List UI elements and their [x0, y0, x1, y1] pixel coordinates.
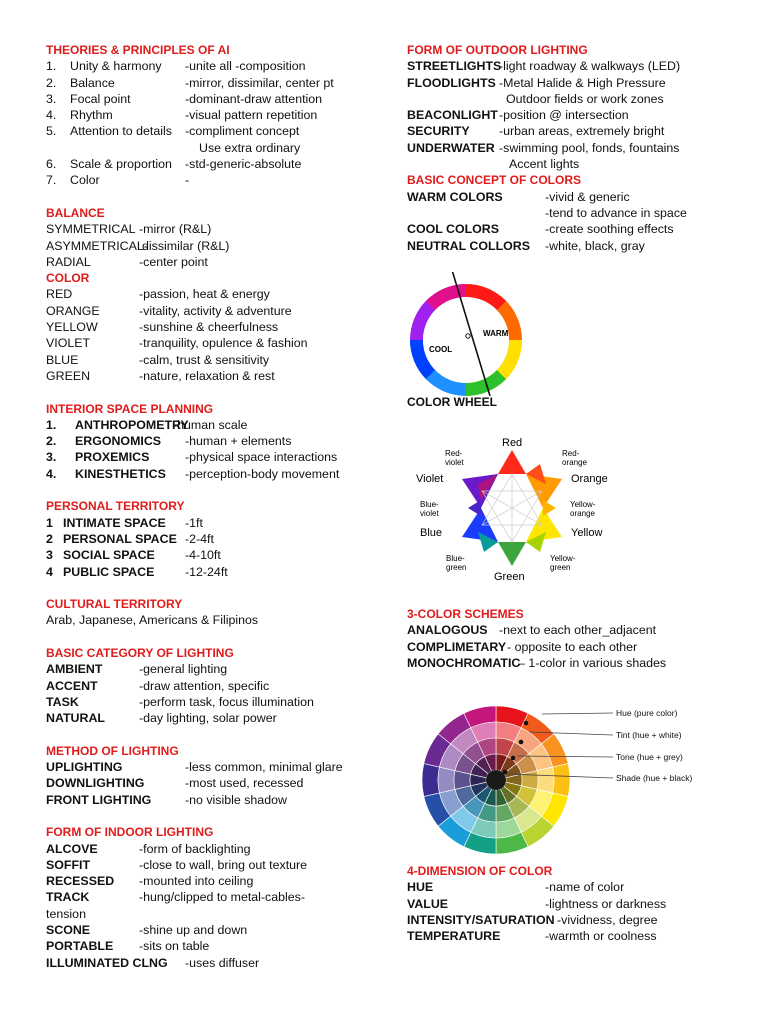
wheel-segment — [438, 767, 455, 793]
red-orange-label-2: orange — [562, 458, 587, 467]
list-item: RADIAL -center point — [46, 254, 208, 269]
wheel-pointer-dot — [503, 770, 508, 775]
list-item: UNDERWATER -swimming pool, fonds, fountains — [407, 140, 680, 155]
wheel-segment — [537, 767, 554, 793]
lighting-category-section — [46, 645, 376, 726]
blue-label: Blue — [420, 527, 443, 539]
section-title: FORM OF INDOOR LIGHTING — [46, 825, 214, 840]
list-item: DOWNLIGHTING -most used, recessed — [46, 776, 304, 791]
section-title: METHOD OF LIGHTING — [46, 743, 179, 758]
list-item: COMPLIMETARY - opposite to each other — [407, 639, 638, 654]
wheel-pointer-dot — [511, 756, 516, 761]
list-item: 4 PUBLIC SPACE -12-24ft — [46, 564, 228, 579]
list-item: 1 INTIMATE SPACE -1ft — [46, 515, 203, 530]
wheel-pointer-dot — [524, 721, 529, 726]
list-item: INTENSITY/SATURATION -vividness, degree — [407, 912, 658, 927]
section-title: BASIC CATEGORY OF LIGHTING — [46, 645, 234, 660]
color-wheel-caption: COLOR WHEEL — [407, 395, 497, 409]
yellow-green-label-2: green — [550, 563, 571, 572]
list-item: RECESSED -mounted into ceiling — [46, 874, 254, 889]
color-dimension-section — [407, 863, 747, 944]
red-label: Red — [502, 437, 523, 449]
tone-label: Tone (hue + grey) — [616, 752, 683, 762]
method-lighting-section — [46, 743, 376, 808]
list-item: MONOCHROMATIC – 1-color in various shades — [407, 655, 667, 670]
list-item: SECURITY -urban areas, extremely bright — [407, 124, 665, 139]
interior-section — [46, 401, 376, 482]
list-item: ACCENT -draw attention, specific — [46, 678, 270, 693]
yellow-label: Yellow — [571, 527, 603, 539]
section-title: THEORIES & PRINCIPLES OF AI — [46, 43, 230, 57]
list-item: 2. ERGONOMICS -human + elements — [46, 434, 292, 449]
section-title: FORM OF OUTDOOR LIGHTING — [407, 43, 588, 57]
hue-label: Hue (pure color) — [616, 708, 678, 718]
yellow-orange-label-2: orange — [570, 509, 595, 518]
basic-colors-section — [407, 172, 747, 253]
green-label: Green — [494, 571, 525, 583]
yellow-orange-label-1: Yellow- — [570, 500, 596, 509]
list-item: ORANGE -vitality, activity & adventure — [46, 303, 292, 318]
list-item: 1. Unity & harmony -unite all -composition — [46, 59, 306, 74]
section-title: BALANCE — [46, 205, 105, 220]
yellow-green-label-1: Yellow- — [550, 554, 576, 563]
list-item: COOL COLORS -create soothing effects — [407, 222, 674, 237]
list-item: VIOLET -tranquility, opulence & fashion — [46, 336, 308, 351]
list-item: TEMPERATURE -warmth or coolness — [407, 929, 657, 944]
cool-label: COOL — [429, 345, 453, 354]
list-item: Outdoor fields or work zones — [506, 91, 664, 106]
section-title: BASIC CONCEPT OF COLORS — [407, 173, 582, 188]
balance-section — [46, 205, 376, 270]
list-item: TRACK -hung/clipped to metal-cables- — [46, 890, 305, 905]
list-item: SOFFIT -close to wall, bring out texture — [46, 857, 308, 872]
color-section — [46, 270, 376, 384]
list-item: NEUTRAL COLLORS -white, black, gray — [407, 238, 645, 253]
indoor-lighting-section — [46, 824, 376, 971]
list-item: 5. Attention to details -compliment concept — [46, 124, 300, 139]
list-item: PORTABLE -sits on table — [46, 939, 210, 954]
list-item: Use extra ordinary — [199, 140, 301, 155]
list-item: SYMMETRICAL -mirror (R&L) — [46, 222, 212, 237]
list-item: 3 SOCIAL SPACE -4-10ft — [46, 548, 221, 563]
list-item: ASYMMETRICAL- dissimilar (R&L) — [46, 238, 230, 253]
section-title: COLOR — [46, 271, 90, 286]
list-item: FLOODLIGHTS -Metal Halide & High Pressure — [407, 75, 666, 90]
list-item: tension — [46, 906, 86, 921]
shade-label: Shade (hue + black) — [616, 773, 693, 783]
list-item: STREETLIGHTS -light roadway & walkways (LED) — [407, 59, 681, 74]
list-item: ILLUMINATED CLNG -uses diffuser — [46, 955, 260, 970]
warm-label: WARM — [483, 329, 509, 338]
list-item: BLUE -calm, trust & sensitivity — [46, 352, 270, 367]
cultural-territory-section — [46, 596, 376, 629]
list-item: SCONE -shine up and down — [46, 923, 248, 938]
list-item: ALCOVE -form of backlighting — [46, 841, 251, 856]
wheel-pointer-dot — [519, 740, 524, 745]
outdoor-lighting-section — [407, 42, 747, 172]
list-item: NATURAL -day lighting, solar power — [46, 711, 277, 726]
left-column — [46, 42, 376, 971]
list-item: 7. Color - — [46, 173, 190, 188]
color-schemes-section — [407, 606, 747, 671]
list-item: Accent lights — [509, 157, 580, 172]
list-item: 4. KINESTHETICS -perception-body movement — [46, 466, 340, 481]
cultural-text: Arab, Japanese, Americans & Filipinos — [46, 613, 259, 628]
tint-label: Tint (hue + white) — [616, 730, 682, 740]
list-item: UPLIGHTING -less common, minimal glare — [46, 760, 343, 775]
list-item: GREEN -nature, relaxation & rest — [46, 368, 275, 383]
red-violet-label-2: violet — [445, 458, 464, 467]
section-title: CULTURAL TERRITORY — [46, 597, 183, 612]
list-item: VALUE -lightness or darkness — [407, 896, 667, 911]
section-title: 3-COLOR SCHEMES — [407, 607, 524, 621]
warm-cool-color-wheel — [407, 272, 527, 402]
list-item: HUE -name of color — [407, 880, 625, 895]
list-item: 3. Focal point -dominant-draw attention — [46, 91, 323, 106]
right-column — [407, 42, 747, 944]
list-item: WARM COLORS -vivid & generic — [407, 189, 630, 204]
star-color-wheel — [410, 426, 620, 591]
blue-green-label-2: green — [446, 563, 467, 572]
theories-section — [46, 42, 376, 189]
list-item: BEACONLIGHT -position @ intersection — [407, 108, 629, 123]
list-item: -tend to advance in space — [545, 205, 687, 220]
list-item: 6. Scale & proportion -std-generic-absolute — [46, 157, 302, 172]
hue-tint-tone-shade-wheel — [409, 692, 709, 867]
list-item: 2 PERSONAL SPACE -2-4ft — [46, 531, 214, 546]
list-item: AMBIENT -general lighting — [46, 662, 228, 677]
list-item: YELLOW -sunshine & cheerfulness — [46, 320, 279, 335]
personal-territory-section — [46, 498, 376, 579]
section-title: INTERIOR SPACE PLANNING — [46, 401, 214, 416]
list-item: TASK -perform task, focus illumination — [46, 694, 314, 709]
blue-violet-label-1: Blue- — [420, 500, 439, 509]
wheel-segment — [553, 764, 570, 797]
list-item: ANALOGOUS -next to each other_adjacent — [407, 623, 657, 638]
red-violet-label-1: Red- — [445, 449, 463, 458]
section-title: 4-DIMENSION OF COLOR — [407, 864, 553, 878]
blue-violet-label-2: violet — [420, 509, 439, 518]
list-item: 3. PROXEMICS -physical space interactions — [46, 450, 338, 465]
list-item: FRONT LIGHTING -no visible shadow — [46, 792, 287, 807]
list-item: RED -passion, heat & energy — [46, 287, 270, 302]
list-item: 2. Balance -mirror, dissimilar, center pt — [46, 75, 334, 90]
section-title: PERSONAL TERRITORY — [46, 499, 185, 514]
red-orange-label-1: Red- — [562, 449, 580, 458]
list-item: 4. Rhythm -visual pattern repetition — [46, 108, 318, 123]
orange-label: Orange — [571, 473, 608, 485]
violet-label: Violet — [416, 473, 444, 485]
blue-green-label-1: Blue- — [446, 554, 465, 563]
wheel-segment — [422, 764, 439, 797]
list-item: 1. ANTHROPOMETRY -human scale — [46, 417, 248, 432]
